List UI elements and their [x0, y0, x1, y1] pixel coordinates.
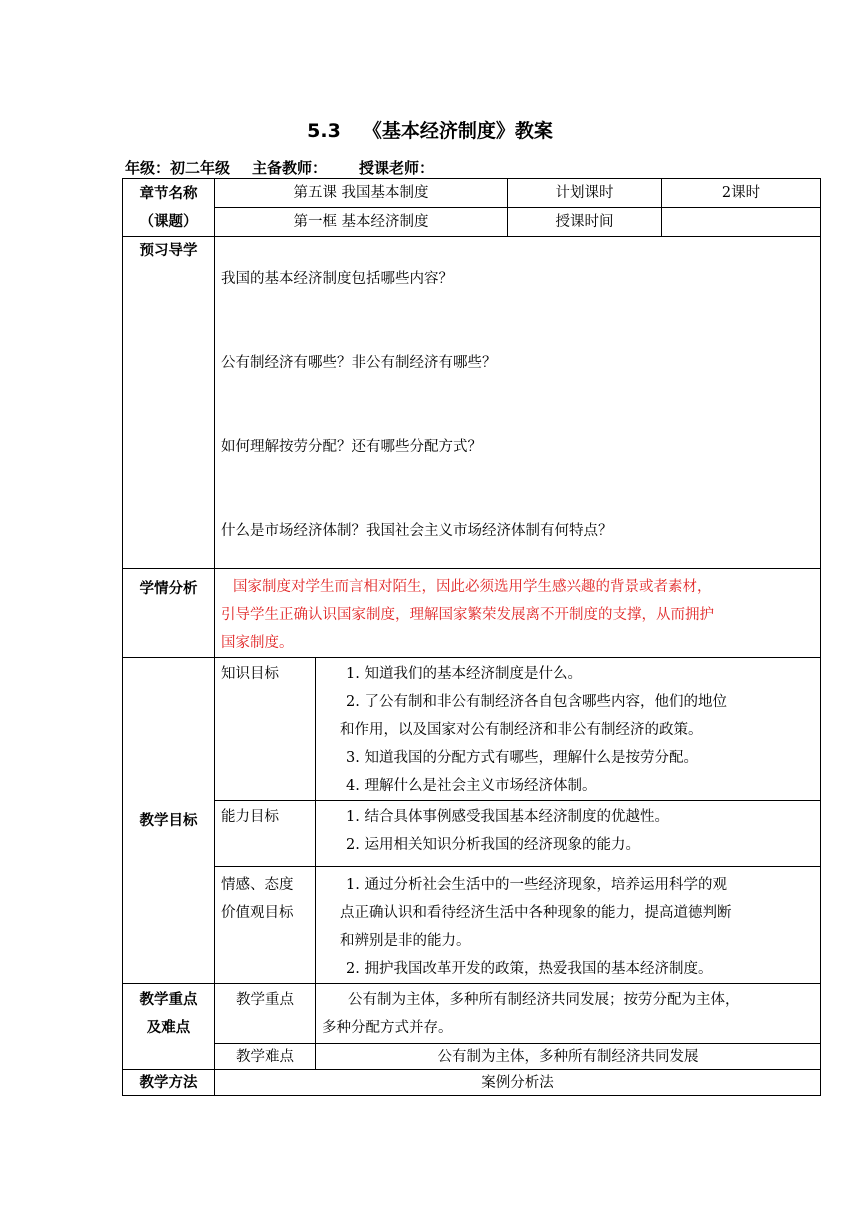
ability-items — [316, 801, 821, 867]
preview-question: 如何理解按劳分配？还有哪些分配方式？ — [221, 439, 482, 455]
lesson-plan-table — [122, 178, 821, 1096]
lead-teacher: 主备教师： — [252, 159, 328, 177]
ability-item: 2. 运用相关知识分析我国的经济现象的能力。 — [346, 837, 640, 853]
frame-title: 第一框 基本经济制度 — [215, 208, 508, 237]
difficulty-content: 公有制为主体，多种所有制经济共同发展 — [316, 1044, 821, 1070]
emotion-label-line: 价值观目标 — [221, 905, 294, 921]
chapter-label: 章节名称 — [139, 185, 198, 202]
keypoints-label — [123, 984, 215, 1070]
analysis-content — [215, 569, 821, 658]
lesson-title: 第五课 我国基本制度 — [215, 179, 508, 208]
difficulty-label: 教学难点 — [215, 1044, 316, 1070]
keypoints-label-line: 及难点 — [146, 1020, 191, 1036]
preview-question: 我国的基本经济制度包括哪些内容？ — [221, 271, 453, 287]
ability-label: 能力目标 — [215, 801, 316, 867]
preview-question: 什么是市场经济体制？我国社会主义市场经济体制有何特点？ — [221, 523, 613, 539]
emotion-label — [215, 867, 316, 984]
emotion-item: 2. 拥护我国改革开发的政策，热爱我国的基本经济制度。 — [346, 961, 713, 977]
analysis-label: 学情分析 — [123, 569, 215, 658]
method-label: 教学方法 — [123, 1070, 215, 1096]
goals-label: 教学目标 — [123, 658, 215, 984]
plan-hours-value: 2课时 — [662, 179, 821, 208]
knowledge-item: 4. 理解什么是社会主义市场经济体制。 — [346, 778, 597, 794]
emotion-item: 1. 通过分析社会生活中的一些经济现象，培养运用科学的观 — [346, 877, 727, 893]
knowledge-item: 1. 知道我们的基本经济制度是什么。 — [346, 666, 582, 682]
knowledge-label: 知识目标 — [215, 658, 316, 801]
emotion-item: 点正确认识和看待经济生活中各种现象的能力，提高道德判断 — [340, 905, 732, 921]
focus-content — [316, 984, 821, 1044]
knowledge-item: 2. 了公有制和非公有制经济各自包含哪些内容，他们的地位 — [346, 694, 727, 710]
document-title — [0, 116, 860, 143]
teaching-time-label: 授课时间 — [508, 208, 662, 237]
keypoints-label-line: 教学重点 — [139, 992, 198, 1008]
focus-line: 多种分配方式并存。 — [322, 1020, 453, 1036]
preview-content — [215, 237, 821, 569]
knowledge-item: 3. 知道我国的分配方式有哪些，理解什么是按劳分配。 — [346, 750, 698, 766]
preview-label: 预习导学 — [123, 237, 215, 569]
analysis-line: 引导学生正确认识国家制度，理解国家繁荣发展离不开制度的支撑，从而拥护 — [221, 607, 714, 623]
focus-line: 公有制为主体，多种所有制经济共同发展；按劳分配为主体， — [348, 992, 740, 1008]
analysis-line: 国家制度。 — [221, 635, 294, 651]
ability-item: 1. 结合具体事例感受我国基本经济制度的优越性。 — [346, 809, 669, 825]
emotion-label-line: 情感、态度 — [221, 877, 294, 893]
chapter-label-cell — [123, 179, 215, 237]
preview-question: 公有制经济有哪些？非公有制经济有哪些？ — [221, 355, 497, 371]
teaching-time-value — [662, 208, 821, 237]
plan-hours-label: 计划课时 — [508, 179, 662, 208]
grade: 年级：初二年级 — [125, 159, 231, 177]
chapter-label-sub: （课题） — [139, 213, 198, 230]
title-number: 5.3 — [307, 120, 341, 142]
method-value: 案例分析法 — [215, 1070, 821, 1096]
emotion-item: 和辨别是非的能力。 — [340, 933, 471, 949]
meta-line — [125, 157, 456, 178]
knowledge-item: 和作用，以及国家对公有制经济和非公有制经济的政策。 — [340, 722, 703, 738]
analysis-line: 国家制度对学生而言相对陌生，因此必须选用学生感兴趣的背景或者素材， — [233, 579, 712, 595]
emotion-items — [316, 867, 821, 984]
title-text: 《基本经济制度》教案 — [362, 120, 553, 142]
knowledge-items — [316, 658, 821, 801]
focus-label: 教学重点 — [215, 984, 316, 1044]
teacher: 授课老师： — [359, 159, 435, 177]
